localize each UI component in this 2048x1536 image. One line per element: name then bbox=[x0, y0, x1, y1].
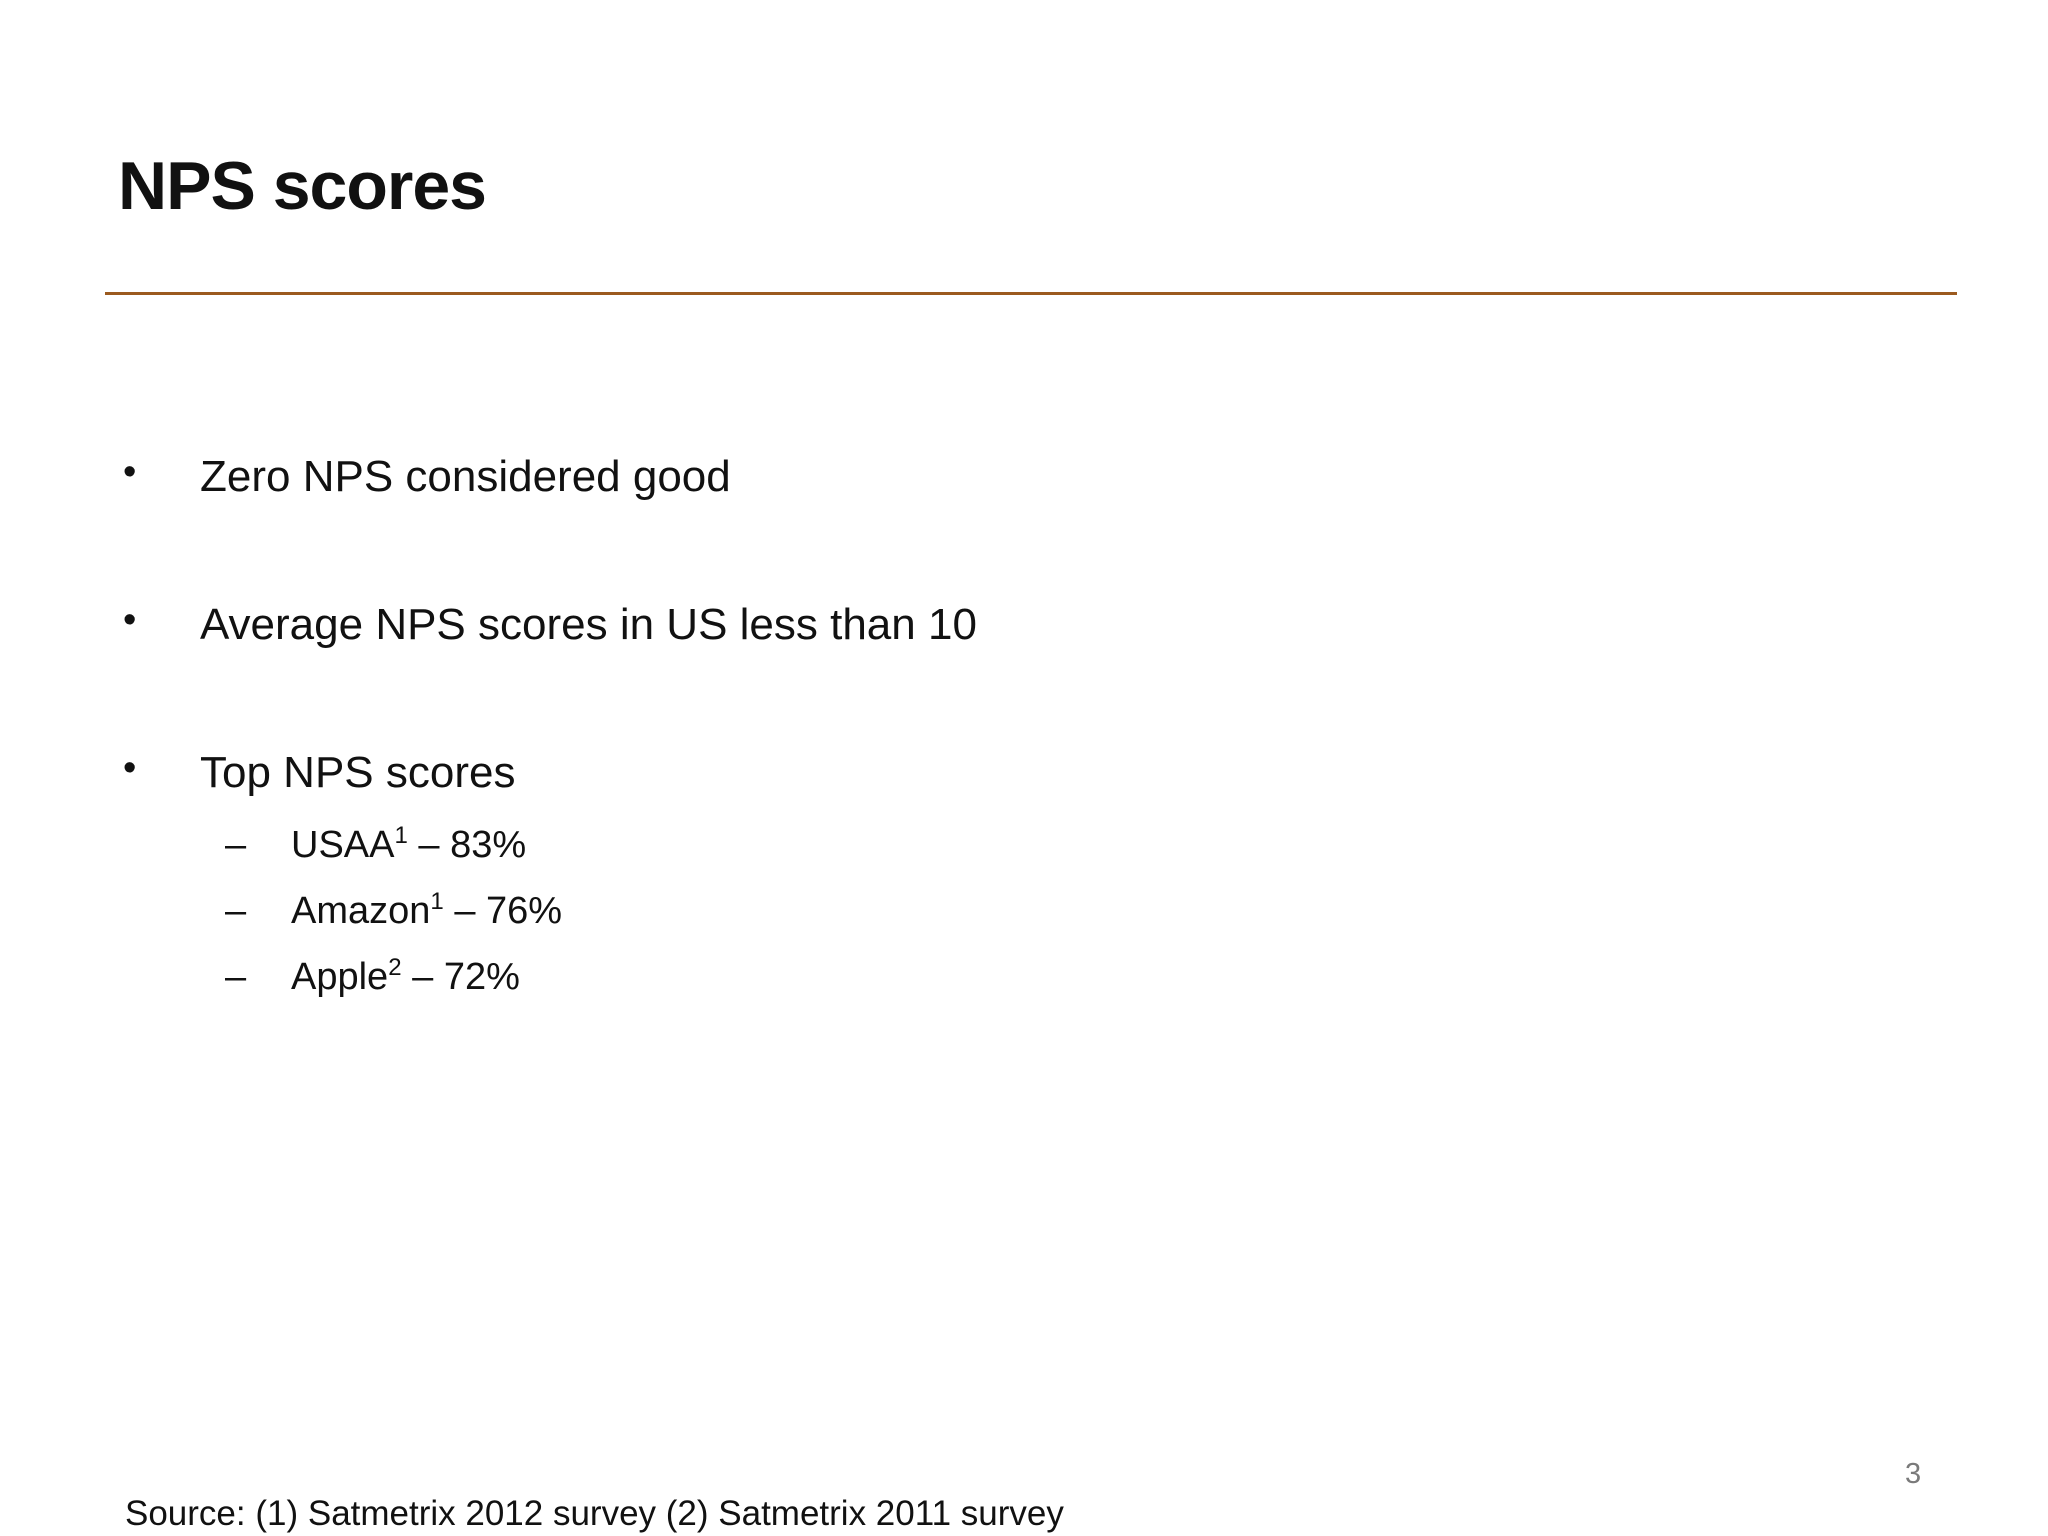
bullet-text: Zero NPS considered good bbox=[200, 452, 731, 501]
company-name: Amazon bbox=[291, 890, 431, 932]
footnote-marker: 2 bbox=[388, 954, 402, 981]
bullet-icon: • bbox=[123, 599, 137, 641]
bullet-icon: • bbox=[123, 747, 137, 789]
company-name: Apple bbox=[291, 956, 389, 998]
slide-title: NPS scores bbox=[118, 148, 486, 224]
dash-icon: – bbox=[225, 890, 247, 932]
company-name: USAA bbox=[291, 824, 395, 866]
sub-item-text bbox=[291, 954, 520, 998]
score-value: – 83% bbox=[418, 824, 527, 866]
sub-item-text bbox=[291, 888, 563, 932]
dash-icon: – bbox=[225, 824, 247, 866]
score-value: – 72% bbox=[412, 956, 520, 998]
footnote-marker: 1 bbox=[394, 822, 408, 849]
bullet-text: Average NPS scores in US less than 10 bbox=[200, 600, 977, 649]
dash-icon: – bbox=[225, 956, 247, 998]
sub-item-text bbox=[291, 822, 527, 866]
bullet-text: Top NPS scores bbox=[200, 748, 516, 797]
source-note: Source: (1) Satmetrix 2012 survey (2) Satmetrix 2011 survey bbox=[125, 1494, 1064, 1533]
page-number: 3 bbox=[1905, 1458, 1922, 1490]
bullet-icon: • bbox=[123, 451, 137, 493]
footnote-marker: 1 bbox=[430, 888, 444, 915]
score-value: – 76% bbox=[454, 890, 563, 932]
